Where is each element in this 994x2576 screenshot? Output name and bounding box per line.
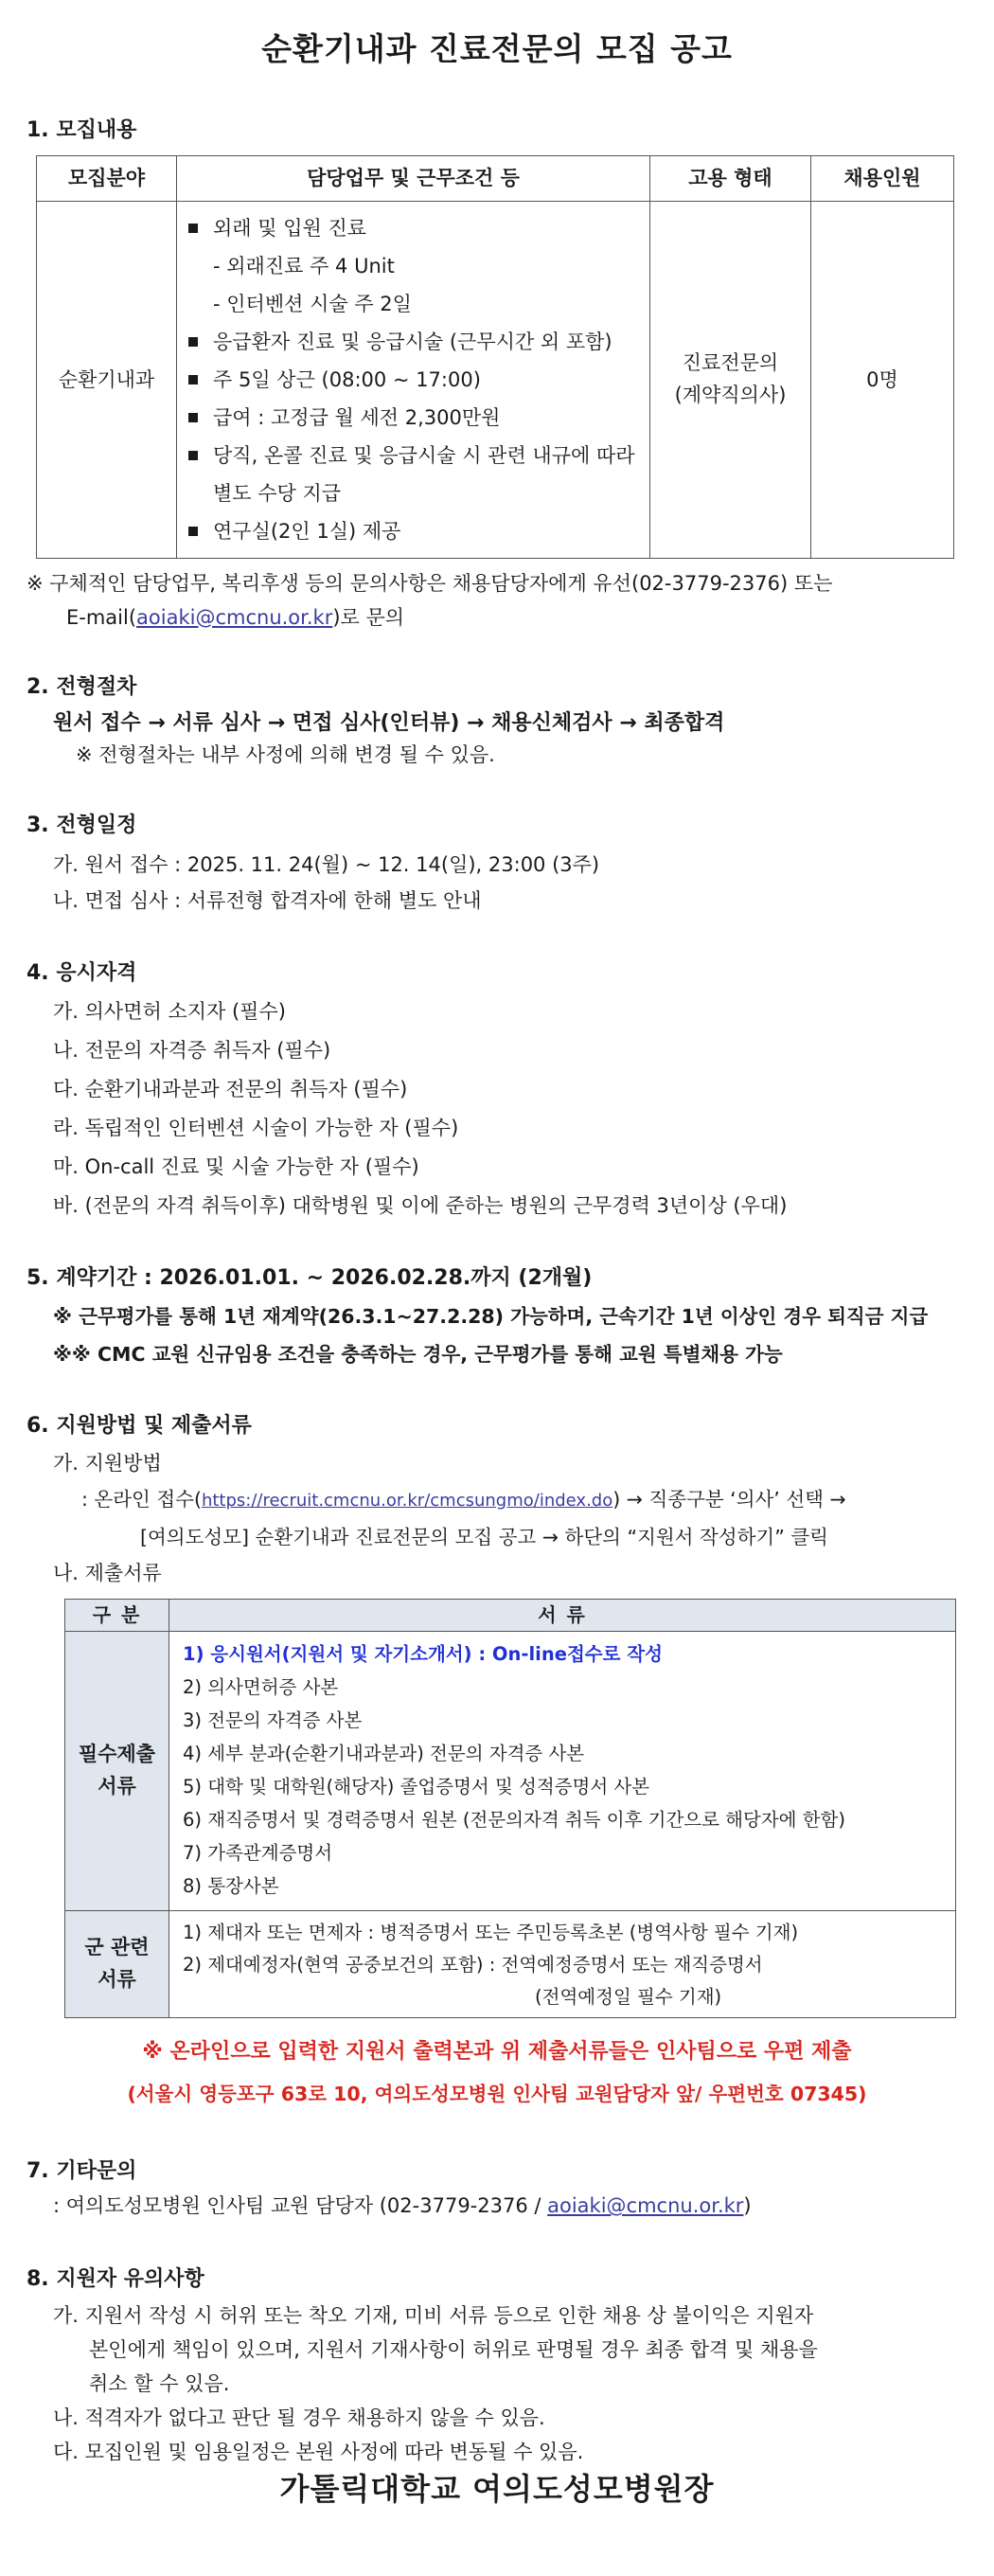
list-item: 가. 원서 접수 : 2025. 11. 24(월) ~ 12. 14(일), 23:00 (3주) — [53, 852, 600, 876]
list-item: 마. On-call 진료 및 시술 가능한 자 (필수) — [53, 1154, 419, 1178]
header-headcount: 채용인원 — [811, 155, 954, 201]
employment-type: 진료전문의 — [682, 351, 779, 375]
documents-table-header-row — [65, 1599, 956, 1631]
apply-method-line: : 온라인 접수(https://recruit.cmcnu.or.kr/cmcsungmo/index.do) → 직종구분 ‘의사’ 선택 → — [81, 1487, 846, 1511]
section-8-heading: 8. 지원자 유의사항 — [27, 2266, 204, 2291]
list-item: 가. 지원서 작성 시 허위 또는 착오 기재, 미비 서류 등으로 인한 채용 상 불이익은 지원자 — [53, 2303, 814, 2327]
field-cell: 순환기내과 — [37, 201, 177, 558]
signature-footer: 가톨릭대학교 여의도성모병원장 — [279, 2471, 715, 2507]
list-item: 응급환자 진료 및 응급시술 (근무시간 외 포함) — [185, 323, 642, 361]
header-category: 구 분 — [65, 1599, 169, 1631]
list-item: 2) 제대예정자(현역 공중보건의 포함) : 전역예정증명서 또는 재직증명서 — [183, 1953, 763, 1976]
section-2-heading: 2. 전형절차 — [27, 674, 137, 699]
list-item: 연구실(2인 1실) 제공 — [185, 512, 642, 550]
employment-cell — [650, 201, 811, 558]
mail-submission-notes — [27, 2031, 967, 2115]
section-6-heading: 6. 지원방법 및 제출서류 — [27, 1413, 252, 1438]
header-documents: 서 류 — [169, 1599, 956, 1631]
square-bullet-icon — [188, 337, 198, 347]
square-bullet-icon — [188, 375, 198, 385]
applicant-notes — [27, 2299, 967, 2469]
military-category-cell: 군 관련 서류 — [65, 1910, 169, 2017]
employment-type-detail: (계약직의사) — [674, 383, 787, 406]
list-item: 5) 대학 및 대학원(해당자) 졸업증명서 및 성적증명서 사본 — [183, 1775, 650, 1798]
documents-label: 나. 제출서류 — [53, 1561, 162, 1584]
list-item: 2) 의사면허증 사본 — [183, 1675, 339, 1698]
recruit-table — [36, 155, 954, 559]
recruit-url-link[interactable]: https://recruit.cmcnu.or.kr/cmcsungmo/index.do — [201, 1490, 613, 1511]
contract-note: ※ 근무평가를 통해 1년 재계약(26.3.1~27.2.28) 가능하며, 근속기간 1년 이상인 경우 퇴직금 지급 — [53, 1304, 929, 1328]
list-item: 나. 면접 심사 : 서류전형 합격자에 한해 별도 안내 — [53, 888, 482, 912]
section-4-heading: 4. 응시자격 — [27, 960, 137, 985]
inquiry-note-line: ※ 구체적인 담당업무, 복리후생 등의 문의사항은 채용담당자에게 유선(02-3779-2376) 또는 — [27, 571, 833, 595]
list-item: 6) 재직증명서 및 경력증명서 원본 (전문의자격 취득 이후 기간으로 해당자에 한함) — [183, 1808, 845, 1831]
apply-method-line: [여의도성모] 순환기내과 진료전문의 모집 공고 → 하단의 “지원서 작성하기” 클릭 — [140, 1525, 828, 1548]
email-link[interactable]: aoiaki@cmcnu.or.kr — [136, 605, 333, 629]
header-employment: 고용 형태 — [650, 155, 811, 201]
recruit-table-header-row — [37, 155, 954, 201]
list-item: 다. 순환기내과분과 전문의 취득자 (필수) — [53, 1077, 408, 1100]
list-item: 다. 모집인원 및 임용일정은 본원 사정에 따라 변동될 수 있음. — [53, 2440, 584, 2463]
list-item-continued: 취소 할 수 있음. — [89, 2371, 230, 2395]
contact-line: : 여의도성모병원 인사팀 교원 담당자 (02-3779-2376 / aoiaki@cmcnu.or.kr) — [53, 2194, 752, 2218]
list-item: 나. 전문의 자격증 취득자 (필수) — [53, 1038, 331, 1062]
list-item: 가. 의사면허 소지자 (필수) — [53, 999, 286, 1023]
schedule-list — [27, 847, 967, 919]
square-bullet-icon — [188, 413, 198, 422]
list-item: 바. (전문의 자격 취득이후) 대학병원 및 이에 준하는 병원의 근무경력 3년이상 (우대) — [53, 1193, 788, 1217]
documents-row-military — [65, 1910, 956, 2017]
square-bullet-icon — [188, 527, 198, 536]
duties-cell — [177, 201, 650, 558]
list-item: 당직, 온콜 진료 및 응급시술 시 관련 내규에 따라 — [185, 437, 642, 474]
mail-address: (서울시 영등포구 63로 10, 여의도성모병원 인사팀 교원담당자 앞/ 우편번호 07345) — [127, 2082, 867, 2105]
documents-table — [64, 1599, 956, 2018]
process-note: ※ 전형절차는 내부 사정에 의해 변경 될 수 있음. — [76, 742, 495, 766]
apply-method — [27, 1445, 967, 1591]
mail-note: ※ 온라인으로 입력한 지원서 출력본과 위 제출서류들은 인사팀으로 우편 제출 — [142, 2039, 852, 2064]
inquiry-note-line: E-mail(aoiaki@cmcnu.or.kr)로 문의 — [66, 605, 405, 629]
header-duties: 담당업무 및 근무조건 등 — [177, 155, 650, 201]
list-item: 주 5일 상근 (08:00 ~ 17:00) — [185, 361, 642, 399]
section-5-heading: 5. 계약기간 : 2026.01.01. ~ 2026.02.28.까지 (2개월) — [27, 1265, 593, 1290]
contract-notes — [27, 1297, 967, 1373]
page-title: 순환기내과 진료전문의 모집 공고 — [261, 30, 733, 67]
required-documents-cell — [169, 1631, 956, 1910]
list-item: 라. 독립적인 인터벤션 시술이 가능한 자 (필수) — [53, 1116, 459, 1139]
documents-row-required — [65, 1631, 956, 1910]
list-item: 나. 적격자가 없다고 판단 될 경우 채용하지 않을 수 있음. — [53, 2406, 545, 2429]
process-steps: 원서 접수 → 서류 심사 → 면접 심사(인터뷰) → 채용신체검사 → 최종합격 — [53, 710, 725, 735]
list-item: 급여 : 고정급 월 세전 2,300만원 — [185, 399, 642, 437]
military-documents-cell — [169, 1910, 956, 2017]
list-item: 8) 통장사본 — [183, 1874, 279, 1897]
list-item: 외래 및 입원 진료 — [185, 209, 642, 247]
list-item-continued: 본인에게 책임이 있으며, 지원서 기재사항이 허위로 판명될 경우 최종 합격 및 채용을 — [89, 2337, 818, 2361]
apply-method-label: 가. 지원방법 — [53, 1451, 162, 1475]
contract-note: ※※ CMC 교원 신규임용 조건을 충족하는 경우, 근무평가를 통해 교원 특별채용 가능 — [53, 1342, 783, 1366]
square-bullet-icon — [188, 224, 198, 233]
square-bullet-icon — [188, 451, 198, 460]
list-item: (전역예정일 필수 기재) — [535, 1985, 722, 2008]
required-category-cell: 필수제출 서류 — [65, 1631, 169, 1910]
list-item: 1) 응시원서(지원서 및 자기소개서) : On-line접수로 작성 — [183, 1642, 663, 1665]
list-item: - 인터벤션 시술 주 2일 — [213, 292, 412, 315]
section-1-heading: 1. 모집내용 — [27, 117, 137, 142]
qualification-list — [27, 993, 967, 1225]
list-item: 4) 세부 분과(순환기내과분과) 전문의 자격증 사본 — [183, 1742, 585, 1764]
list-item: - 외래진료 주 4 Unit — [213, 254, 395, 277]
section-3-heading: 3. 전형일정 — [27, 813, 137, 837]
inquiry-note — [27, 566, 967, 635]
list-item: 별도 수당 지급 — [213, 481, 342, 505]
header-field: 모집분야 — [37, 155, 177, 201]
list-item: 7) 가족관계증명서 — [183, 1841, 333, 1864]
recruit-table-row — [37, 201, 954, 558]
headcount-cell: 0명 — [811, 201, 954, 558]
contact-email-link[interactable]: aoiaki@cmcnu.or.kr — [547, 2194, 744, 2218]
section-7-heading: 7. 기타문의 — [27, 2158, 137, 2183]
list-item: 1) 제대자 또는 면제자 : 병적증명서 또는 주민등록초본 (병역사항 필수 기재) — [183, 1921, 799, 1943]
list-item: 3) 전문의 자격증 사본 — [183, 1708, 363, 1731]
duties-list — [177, 202, 649, 558]
